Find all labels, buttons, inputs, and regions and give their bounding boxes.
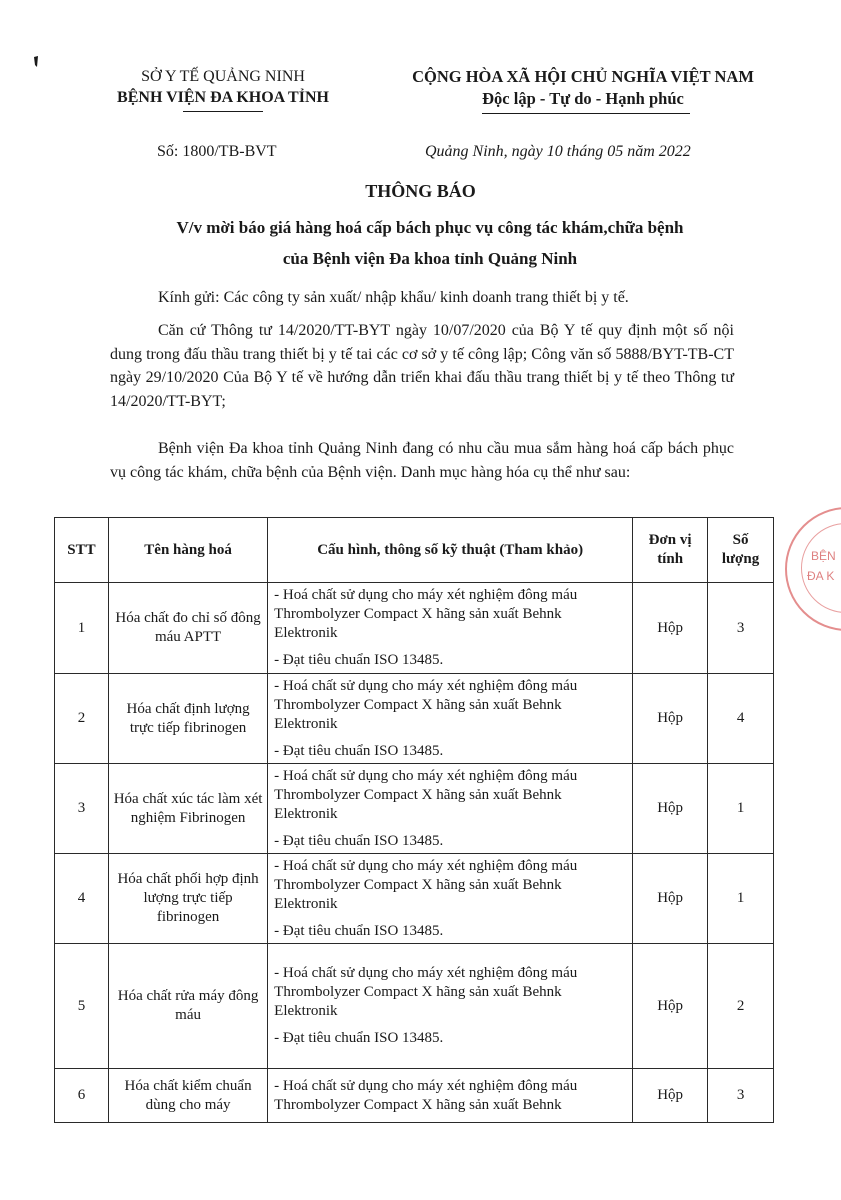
scan-mark-icon — [32, 56, 40, 68]
row-spec — [268, 764, 633, 854]
document-subject — [90, 212, 770, 274]
stamp-text-line-1: BỆN — [811, 549, 836, 563]
org-underline — [183, 111, 263, 112]
salutation: Kính gửi: Các công ty sản xuất/ nhập khẩu/ kinh doanh trang thiết bị y tế. — [158, 289, 629, 306]
row-unit: Hộp — [633, 944, 708, 1069]
salutation-paragraph — [110, 286, 734, 310]
row-unit: Hộp — [633, 854, 708, 944]
row-unit: Hộp — [633, 674, 708, 764]
row-stt: 2 — [55, 674, 109, 764]
row-spec-description: - Hoá chất sử dụng cho máy xét nghiệm đông máu Thrombolyzer Compact X hãng sản xuất Behnk — [274, 1077, 578, 1113]
table-row — [55, 1069, 774, 1123]
header-unit-line-2: tính — [657, 551, 684, 567]
nation-line-2: Độc lập - Tự do - Hạnh phúc — [482, 89, 684, 108]
header-name: Tên hàng hoá — [108, 518, 267, 583]
subject-line-1: V/v mời báo giá hàng hoá cấp bách phục vụ công tác khám,chữa bệnh — [176, 218, 684, 237]
row-spec-standard: - Đạt tiêu chuẩn ISO 13485. — [274, 652, 444, 668]
row-stt: 1 — [55, 583, 109, 674]
row-spec-description: - Hoá chất sử dụng cho máy xét nghiệm đông máu Thrombolyzer Compact X hãng sản xuất Behnk Elektronik — [274, 677, 578, 732]
header-unit-line-1: Đơn vị — [648, 532, 692, 548]
org-line-1: SỞ Y TẾ QUẢNG NINH — [141, 68, 305, 85]
header-stt: STT — [55, 518, 109, 583]
subject-line-2: của Bệnh viện Đa khoa tỉnh Quảng Ninh — [282, 249, 578, 268]
row-quantity: 4 — [708, 674, 774, 764]
header-qty-line-2: lượng — [721, 551, 760, 567]
row-quantity: 1 — [708, 854, 774, 944]
page-title: THÔNG BÁO — [365, 181, 476, 201]
legal-basis-text: Căn cứ Thông tư 14/2020/TT-BYT ngày 10/07/2020 của Bộ Y tế quy định một số nội dung trong đấu thầu trang thiết bị y tế tai các cơ sở y tế công lập; Công văn số 5888/BYT-TB-CT ngày 29/10/2020 Của Bộ Y tế về hướng dẫn triển khai đấu thầu trang thiết bị y tế theo Thông tư 14/2020/TT-BYT; — [110, 322, 734, 410]
row-stt: 3 — [55, 764, 109, 854]
org-line-2: BỆNH VIỆN ĐA KHOA TỈNH — [117, 89, 329, 106]
row-item-name: Hóa chất xúc tác làm xét nghiệm Fibrinogen — [108, 764, 267, 854]
row-quantity: 3 — [708, 1069, 774, 1123]
request-paragraph — [110, 437, 734, 484]
table-row — [55, 944, 774, 1069]
row-quantity: 3 — [708, 583, 774, 674]
nation-line-1: CỘNG HÒA XÃ HỘI CHỦ NGHĨA VIỆT NAM — [412, 67, 754, 86]
row-unit: Hộp — [633, 583, 708, 674]
row-spec-description: - Hoá chất sử dụng cho máy xét nghiệm đông máu Thrombolyzer Compact X hãng sản xuất Behnk Elektronik — [274, 767, 578, 822]
row-unit: Hộp — [633, 764, 708, 854]
document-number: Số: 1800/TB-BVT — [157, 143, 277, 160]
row-spec — [268, 674, 633, 764]
request-text: Bệnh viện Đa khoa tỉnh Quảng Ninh đang có nhu cầu mua sắm hàng hoá cấp bách phục vụ công tác khám, chữa bệnh của Bệnh viện. Danh mục hàng hóa cụ thể như sau: — [110, 440, 734, 481]
row-spec — [268, 583, 633, 674]
row-item-name: Hóa chất định lượng trực tiếp fibrinogen — [108, 674, 267, 764]
header-spec: Cấu hình, thông số kỹ thuật (Tham khảo) — [268, 518, 633, 583]
header-qty-line-1: Số — [732, 532, 749, 548]
row-spec — [268, 944, 633, 1069]
row-spec-description: - Hoá chất sử dụng cho máy xét nghiệm đông máu Thrombolyzer Compact X hãng sản xuất Behnk Elektronik — [274, 587, 578, 641]
row-stt: 4 — [55, 854, 109, 944]
table-header-row — [55, 518, 774, 583]
row-spec — [268, 1069, 633, 1123]
row-stt: 5 — [55, 944, 109, 1069]
row-spec-standard: - Đạt tiêu chuẩn ISO 13485. — [274, 922, 444, 939]
row-item-name: Hóa chất phối hợp định lượng trực tiếp fibrinogen — [108, 854, 267, 944]
document-date: Quảng Ninh, ngày 10 tháng 05 năm 2022 — [425, 143, 691, 160]
motto-underline — [482, 113, 690, 114]
row-spec-standard: - Đạt tiêu chuẩn ISO 13485. — [274, 1030, 444, 1046]
row-spec-standard: - Đạt tiêu chuẩn ISO 13485. — [274, 832, 444, 849]
row-spec-description: - Hoá chất sử dụng cho máy xét nghiệm đông máu Thrombolyzer Compact X hãng sản xuất Behnk Elektronik — [274, 965, 578, 1019]
row-item-name: Hóa chất đo chỉ số đông máu APTT — [108, 583, 267, 674]
table-row — [55, 764, 774, 854]
header-unit — [633, 518, 708, 583]
table-row — [55, 854, 774, 944]
row-item-name: Hóa chất kiểm chuẩn dùng cho máy — [108, 1069, 267, 1123]
stamp-text-line-2: ĐA K — [807, 569, 835, 583]
row-item-name: Hóa chất rửa máy đông máu — [108, 944, 267, 1069]
table-row — [55, 674, 774, 764]
row-quantity: 2 — [708, 944, 774, 1069]
items-table — [54, 517, 774, 1123]
legal-basis-paragraph — [110, 319, 734, 413]
issuing-organization — [78, 66, 368, 108]
table-row — [55, 583, 774, 674]
row-unit: Hộp — [633, 1069, 708, 1123]
national-motto — [378, 66, 788, 110]
stamp-inner-ring — [801, 523, 841, 613]
row-spec-standard: - Đạt tiêu chuẩn ISO 13485. — [274, 742, 444, 759]
row-spec — [268, 854, 633, 944]
row-stt: 6 — [55, 1069, 109, 1123]
row-quantity: 1 — [708, 764, 774, 854]
header-qty — [708, 518, 774, 583]
official-stamp — [785, 507, 841, 631]
row-spec-description: - Hoá chất sử dụng cho máy xét nghiệm đông máu Thrombolyzer Compact X hãng sản xuất Behnk Elektronik — [274, 857, 578, 912]
